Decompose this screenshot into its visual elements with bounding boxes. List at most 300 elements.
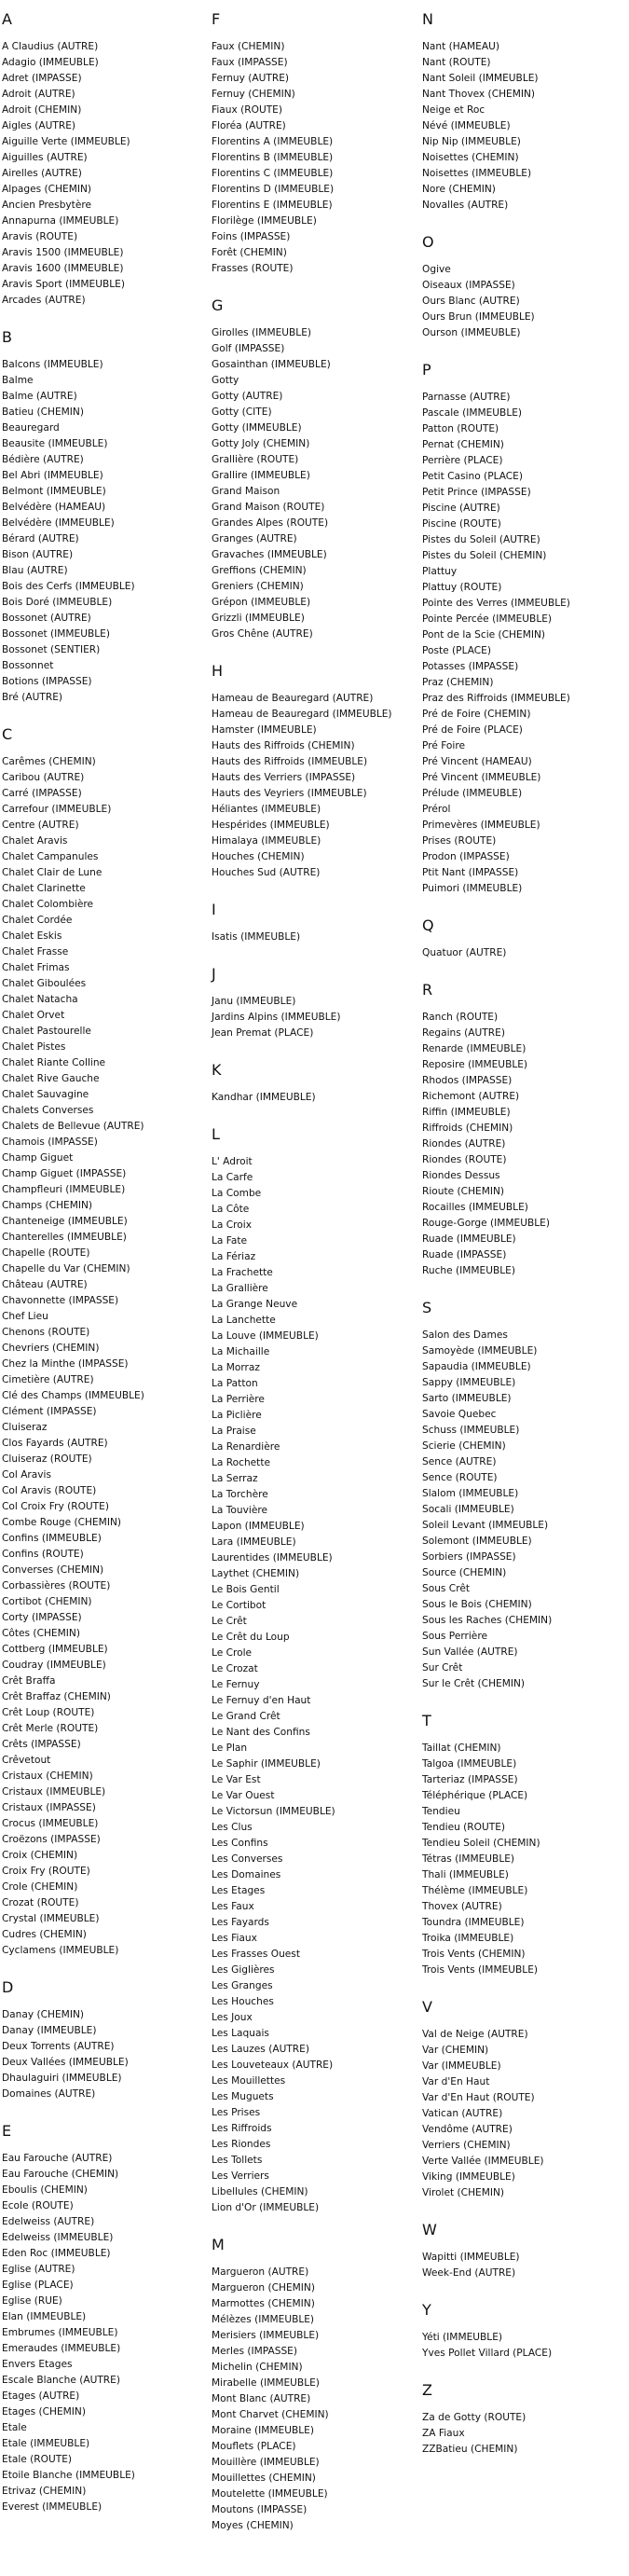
list-item: Alpages (CHEMIN) bbox=[2, 184, 92, 195]
list-item: Ruade (IMMEUBLE) bbox=[422, 1233, 516, 1245]
list-item: Gotty bbox=[212, 375, 239, 386]
list-item: Week-End (AUTRE) bbox=[422, 2267, 516, 2279]
list-item: Moutons (IMPASSE) bbox=[212, 2504, 308, 2515]
list-item: Confins (IMMEUBLE) bbox=[2, 1533, 102, 1544]
list-item: Croix Fry (ROUTE) bbox=[2, 1866, 90, 1877]
section-letter-heading: J bbox=[212, 965, 216, 983]
list-item: Pointe des Verres (IMMEUBLE) bbox=[422, 598, 570, 609]
list-item: Renarde (IMMEUBLE) bbox=[422, 1043, 526, 1054]
list-item: Yves Pollet Villard (PLACE) bbox=[422, 2348, 553, 2359]
list-item: Pointe Percée (IMMEUBLE) bbox=[422, 613, 553, 625]
list-item: Carrefour (IMMEUBLE) bbox=[2, 804, 112, 815]
list-item: Florentins A (IMMEUBLE) bbox=[212, 136, 334, 147]
list-item: Riffin (IMMEUBLE) bbox=[422, 1107, 511, 1118]
list-item: Corty (IMPASSE) bbox=[2, 1612, 82, 1623]
list-item: Les Muguets bbox=[212, 2091, 274, 2102]
list-item: Yéti (IMMEUBLE) bbox=[422, 2332, 503, 2343]
section-letter-heading: M bbox=[212, 2236, 225, 2253]
list-item: Crêt Braffa bbox=[2, 1675, 56, 1687]
list-item: Grand Maison bbox=[212, 486, 280, 497]
list-item: Nant (ROUTE) bbox=[422, 57, 491, 68]
list-item: Champ Giguet bbox=[2, 1152, 74, 1164]
section-letter-heading: K bbox=[212, 1061, 222, 1079]
entry-list bbox=[212, 994, 421, 1041]
entry-list bbox=[212, 1090, 421, 1106]
index-column-2 bbox=[212, 9, 421, 2534]
list-item: Bossonnet bbox=[2, 660, 54, 671]
list-item: L' Adroit bbox=[212, 1156, 253, 1167]
list-item: Le Fernuy d'en Haut bbox=[212, 1695, 311, 1706]
list-item: Bel Abri (IMMEUBLE) bbox=[2, 470, 103, 481]
list-item: Fiaux (ROUTE) bbox=[212, 104, 282, 116]
entry-list bbox=[212, 39, 421, 277]
section-f bbox=[212, 9, 421, 296]
list-item: Sur le Crêt (CHEMIN) bbox=[422, 1678, 526, 1689]
list-item: Crozat (ROUTE) bbox=[2, 1897, 79, 1908]
list-item: Les Frasses Ouest bbox=[212, 1949, 300, 1960]
list-item: Perrière (PLACE) bbox=[422, 455, 503, 466]
list-item: Crystal (IMMEUBLE) bbox=[2, 1913, 100, 1924]
list-item: Val de Neige (AUTRE) bbox=[422, 2029, 528, 2040]
list-item: Plattuy (ROUTE) bbox=[422, 582, 502, 593]
list-item: Danay (CHEMIN) bbox=[2, 2009, 85, 2020]
list-item: Arcades (AUTRE) bbox=[2, 295, 86, 306]
list-item: Lapon (IMMEUBLE) bbox=[212, 1521, 305, 1532]
list-item: Chanteneige (IMMEUBLE) bbox=[2, 1216, 128, 1227]
list-item: Etoile Blanche (IMMEUBLE) bbox=[2, 2470, 135, 2481]
list-item: Chalet Frasse bbox=[2, 946, 69, 957]
list-item: Rouge-Gorge (IMMEUBLE) bbox=[422, 1218, 550, 1229]
list-item: La Fate bbox=[212, 1235, 248, 1247]
section-letter-heading: P bbox=[422, 361, 431, 379]
list-item: Houches Sud (AUTRE) bbox=[212, 867, 321, 878]
section-letter-heading: Z bbox=[422, 2381, 432, 2399]
entry-list bbox=[2, 357, 205, 706]
list-item: Piscine (ROUTE) bbox=[422, 518, 501, 530]
list-item: Sous Perrière bbox=[422, 1631, 487, 1642]
list-item: Tendieu (ROUTE) bbox=[422, 1822, 506, 1833]
index-column-3 bbox=[422, 9, 627, 2458]
section-letter-heading: O bbox=[422, 233, 434, 251]
section-v bbox=[422, 1997, 627, 2220]
list-item: Aravis (ROUTE) bbox=[2, 231, 78, 242]
list-item: Chalet Riante Colline bbox=[2, 1057, 106, 1068]
list-item: Les Louveteaux (AUTRE) bbox=[212, 2059, 334, 2071]
section-g bbox=[212, 296, 421, 661]
list-item: Converses (CHEMIN) bbox=[2, 1564, 104, 1576]
list-item: Pascale (IMMEUBLE) bbox=[422, 407, 523, 419]
list-item: Le Victorsun (IMMEUBLE) bbox=[212, 1806, 335, 1817]
list-item: Hamster (IMMEUBLE) bbox=[212, 724, 317, 736]
list-item: Taillat (CHEMIN) bbox=[422, 1743, 501, 1754]
list-item: Crêt Merle (ROUTE) bbox=[2, 1723, 99, 1734]
list-item: Cimetière (AUTRE) bbox=[2, 1374, 94, 1385]
section-letter-heading: Y bbox=[422, 2301, 431, 2319]
list-item: Lion d'Or (IMMEUBLE) bbox=[212, 2202, 320, 2213]
list-item: Var d'En Haut (ROUTE) bbox=[422, 2092, 535, 2103]
list-item: Les Mouillettes bbox=[212, 2075, 286, 2087]
list-item: Prélude (IMMEUBLE) bbox=[422, 788, 523, 799]
section-a bbox=[2, 9, 205, 327]
section-m bbox=[212, 2235, 421, 2534]
list-item: Ruade (IMPASSE) bbox=[422, 1249, 507, 1260]
list-item: Les Verriers bbox=[212, 2170, 269, 2182]
list-item: Schuss (IMMEUBLE) bbox=[422, 1425, 520, 1436]
list-item: Chalet Clarinette bbox=[2, 883, 86, 894]
list-item: Le Cortibot bbox=[212, 1600, 267, 1611]
list-item: Sarto (IMMEUBLE) bbox=[422, 1393, 512, 1404]
list-item: Eau Farouche (CHEMIN) bbox=[2, 2169, 119, 2180]
list-item: Parnasse (AUTRE) bbox=[422, 392, 511, 403]
list-item: Troika (IMMEUBLE) bbox=[422, 1933, 514, 1944]
list-item: Scierie (CHEMIN) bbox=[422, 1440, 506, 1452]
list-item: Pré Vincent (IMMEUBLE) bbox=[422, 772, 541, 783]
list-item: Beausite (IMMEUBLE) bbox=[2, 438, 108, 449]
list-item: Belvédère (HAMEAU) bbox=[2, 502, 106, 513]
entry-list bbox=[422, 2027, 627, 2201]
list-item: Pont de la Scie (CHEMIN) bbox=[422, 629, 546, 641]
section-t bbox=[422, 1711, 627, 1997]
list-item: Etale (IMMEUBLE) bbox=[2, 2438, 90, 2449]
list-item: Marmottes (CHEMIN) bbox=[212, 2298, 315, 2309]
list-item: Quatuor (AUTRE) bbox=[422, 947, 507, 958]
section-letter-heading: D bbox=[2, 1978, 14, 1996]
list-item: Coudray (IMMEUBLE) bbox=[2, 1660, 106, 1671]
section-letter-heading: B bbox=[2, 328, 12, 346]
list-item: Hauts des Verriers (IMPASSE) bbox=[212, 772, 356, 783]
list-item: Houches (CHEMIN) bbox=[212, 851, 305, 862]
section-letter-heading: F bbox=[212, 10, 221, 28]
list-item: Hauts des Riffroids (CHEMIN) bbox=[212, 740, 355, 751]
list-item: Eglise (AUTRE) bbox=[2, 2264, 75, 2275]
list-item: Etages (AUTRE) bbox=[2, 2390, 80, 2402]
list-item: Bison (AUTRE) bbox=[2, 549, 74, 560]
list-item: Pré Vincent (HAMEAU) bbox=[422, 756, 532, 767]
list-item: Nant Soleil (IMMEUBLE) bbox=[422, 73, 539, 84]
list-item: Les Clus bbox=[212, 1822, 253, 1833]
section-n bbox=[422, 9, 627, 232]
section-letter-heading: N bbox=[422, 10, 433, 28]
list-item: Les Confins bbox=[212, 1838, 268, 1849]
list-item: Sur Crêt bbox=[422, 1662, 463, 1674]
list-item: Gravaches (IMMEUBLE) bbox=[212, 549, 327, 560]
list-item: La Renardière bbox=[212, 1441, 280, 1453]
list-item: Centre (AUTRE) bbox=[2, 820, 79, 831]
list-item: Ruche (IMMEUBLE) bbox=[422, 1265, 516, 1276]
list-item: Cluiseraz bbox=[2, 1422, 48, 1433]
list-item: Blau (AUTRE) bbox=[2, 565, 68, 576]
list-item: Le Saphir (IMMEUBLE) bbox=[212, 1758, 321, 1770]
list-item: Les Etages bbox=[212, 1885, 266, 1896]
list-item: La Croix bbox=[212, 1219, 252, 1231]
section-letter-heading: G bbox=[212, 296, 224, 314]
list-item: Chalet Clair de Lune bbox=[2, 867, 103, 878]
list-item: Petit Casino (PLACE) bbox=[422, 471, 524, 482]
list-item: Gotty (AUTRE) bbox=[212, 391, 283, 402]
list-item: Clé des Champs (IMMEUBLE) bbox=[2, 1390, 144, 1401]
list-item: Florilège (IMMEUBLE) bbox=[212, 215, 317, 227]
list-item: Cristaux (CHEMIN) bbox=[2, 1770, 93, 1782]
list-item: Vendôme (AUTRE) bbox=[422, 2124, 513, 2135]
list-item: Sappy (IMMEUBLE) bbox=[422, 1377, 516, 1388]
list-item: La Serraz bbox=[212, 1473, 258, 1484]
list-item: Ancien Presbytère bbox=[2, 200, 91, 211]
list-item: Ptit Nant (IMPASSE) bbox=[422, 867, 519, 878]
list-item: Sence (AUTRE) bbox=[422, 1456, 497, 1467]
list-item: Pré de Foire (CHEMIN) bbox=[422, 709, 531, 720]
list-item: Poste (PLACE) bbox=[422, 645, 492, 656]
list-item: Col Aravis (ROUTE) bbox=[2, 1485, 97, 1496]
entry-list bbox=[422, 1328, 627, 1692]
list-item: Var d'En Haut bbox=[422, 2076, 490, 2087]
list-item: Champ Giguet (IMPASSE) bbox=[2, 1168, 127, 1179]
list-item: Adroit (CHEMIN) bbox=[2, 104, 82, 116]
list-item: A Claudius (AUTRE) bbox=[2, 41, 99, 52]
list-item: Chalet Sauvagine bbox=[2, 1089, 89, 1100]
list-item: Les Joux bbox=[212, 2012, 253, 2023]
list-item: Embrumes (IMMEUBLE) bbox=[2, 2327, 118, 2338]
list-item: Champfleuri (IMMEUBLE) bbox=[2, 1184, 126, 1195]
list-item: Chalet Pastourelle bbox=[2, 1026, 91, 1037]
list-item: La Perrière bbox=[212, 1394, 265, 1405]
list-item: Le Grand Crêt bbox=[212, 1711, 280, 1722]
list-item: Clos Fayards (AUTRE) bbox=[2, 1438, 108, 1449]
list-item: Cottberg (IMMEUBLE) bbox=[2, 1644, 108, 1655]
list-item: Col Croix Fry (ROUTE) bbox=[2, 1501, 109, 1512]
list-item: Les Fayards bbox=[212, 1917, 269, 1928]
list-item: Sous le Bois (CHEMIN) bbox=[422, 1599, 532, 1610]
list-item: Wapitti (IMMEUBLE) bbox=[422, 2252, 520, 2263]
list-item: Mont Blanc (AUTRE) bbox=[212, 2393, 311, 2404]
section-e bbox=[2, 2121, 205, 2515]
list-item: Savoie Quebec bbox=[422, 1409, 497, 1420]
list-item: Mélèzes (IMMEUBLE) bbox=[212, 2314, 315, 2325]
list-item: Jean Premat (PLACE) bbox=[212, 1027, 314, 1039]
list-item: Riondes (ROUTE) bbox=[422, 1154, 507, 1165]
section-letter-heading: T bbox=[422, 1712, 431, 1729]
list-item: Faux (IMPASSE) bbox=[212, 57, 288, 68]
list-item: Chef Lieu bbox=[2, 1311, 48, 1322]
list-item: Escale Blanche (AUTRE) bbox=[2, 2375, 120, 2386]
list-item: Edelweiss (AUTRE) bbox=[2, 2216, 95, 2227]
section-q bbox=[422, 916, 627, 980]
section-letter-heading: A bbox=[2, 10, 12, 28]
list-item: Solemont (IMMEUBLE) bbox=[422, 1536, 532, 1547]
list-item: Téléphérique (PLACE) bbox=[422, 1790, 528, 1801]
list-item: Puimori (IMMEUBLE) bbox=[422, 883, 523, 894]
list-item: La Rochette bbox=[212, 1457, 271, 1468]
list-item: Chapelle du Var (CHEMIN) bbox=[2, 1263, 130, 1274]
list-item: Isatis (IMMEUBLE) bbox=[212, 931, 301, 943]
list-item: ZZBatieu (CHEMIN) bbox=[422, 2444, 518, 2455]
list-item: Moraine (IMMEUBLE) bbox=[212, 2425, 314, 2436]
list-item: Danay (IMMEUBLE) bbox=[2, 2025, 97, 2036]
list-item: Chalet Giboulées bbox=[2, 978, 87, 989]
list-item: Les Granges bbox=[212, 1980, 273, 1991]
list-item: Nore (CHEMIN) bbox=[422, 184, 496, 195]
entry-list bbox=[422, 1010, 627, 1279]
list-item: Chalet Orvet bbox=[2, 1010, 65, 1021]
list-item: Bré (AUTRE) bbox=[2, 692, 63, 703]
list-item: Ours Brun (IMMEUBLE) bbox=[422, 311, 535, 323]
list-item: Verriers (CHEMIN) bbox=[422, 2140, 511, 2151]
list-item: Bossonet (AUTRE) bbox=[2, 613, 91, 624]
list-item: La Lanchette bbox=[212, 1315, 276, 1326]
list-item: Dhaulaguiri (IMMEUBLE) bbox=[2, 2073, 122, 2084]
list-item: Etale (ROUTE) bbox=[2, 2454, 73, 2465]
section-r bbox=[422, 980, 627, 1298]
list-item: Ours Blanc (AUTRE) bbox=[422, 296, 520, 307]
list-item: Sence (ROUTE) bbox=[422, 1472, 498, 1483]
list-item: Eglise (PLACE) bbox=[2, 2280, 74, 2291]
list-item: Fernuy (AUTRE) bbox=[212, 73, 290, 84]
list-item: La Michaille bbox=[212, 1346, 270, 1357]
list-item: Merisiers (IMMEUBLE) bbox=[212, 2330, 320, 2341]
list-item: Hameau de Beauregard (IMMEUBLE) bbox=[212, 709, 392, 720]
list-item: Adagio (IMMEUBLE) bbox=[2, 57, 99, 68]
list-item: Moutelette (IMMEUBLE) bbox=[212, 2488, 328, 2500]
list-item: Eau Farouche (AUTRE) bbox=[2, 2153, 113, 2164]
list-item: Chalet Natacha bbox=[2, 994, 78, 1005]
list-item: Les Houches bbox=[212, 1996, 274, 2007]
list-item: Belvédère (IMMEUBLE) bbox=[2, 517, 115, 529]
list-item: Source (CHEMIN) bbox=[422, 1567, 507, 1578]
list-item: Annapurna (IMMEUBLE) bbox=[2, 215, 119, 227]
list-item: Mouillettes (CHEMIN) bbox=[212, 2473, 316, 2484]
list-item: Prodon (IMPASSE) bbox=[422, 851, 510, 862]
list-item: Gros Chêne (AUTRE) bbox=[212, 628, 313, 640]
list-item: Tarteriaz (IMPASSE) bbox=[422, 1774, 518, 1785]
list-item: Merles (IMPASSE) bbox=[212, 2346, 297, 2357]
list-item: Le Fernuy bbox=[212, 1679, 260, 1690]
list-item: Grandes Alpes (ROUTE) bbox=[212, 517, 329, 529]
section-l bbox=[212, 1124, 421, 2235]
list-item: Edelweiss (IMMEUBLE) bbox=[2, 2232, 114, 2243]
list-item: Neige et Roc bbox=[422, 104, 485, 116]
list-item: Les Faux bbox=[212, 1901, 254, 1912]
list-item: Sous Crêt bbox=[422, 1583, 470, 1594]
list-item: Chalets de Bellevue (AUTRE) bbox=[2, 1121, 144, 1132]
list-item: Noisettes (IMMEUBLE) bbox=[422, 168, 532, 179]
list-item: Florentins B (IMMEUBLE) bbox=[212, 152, 334, 163]
list-item: Nip Nip (IMMEUBLE) bbox=[422, 136, 521, 147]
list-item: Chalet Aravis bbox=[2, 835, 68, 847]
list-item: Hespérides (IMMEUBLE) bbox=[212, 820, 330, 831]
list-item: Chalet Rive Gauche bbox=[2, 1073, 100, 1084]
list-item: Les Fiaux bbox=[212, 1933, 257, 1944]
list-item: Potasses (IMPASSE) bbox=[422, 661, 519, 672]
list-item: Chalet Colombière bbox=[2, 899, 94, 910]
list-item: Gosainthan (IMMEUBLE) bbox=[212, 359, 331, 370]
list-item: Batieu (CHEMIN) bbox=[2, 406, 84, 418]
list-item: Kandhar (IMMEUBLE) bbox=[212, 1092, 316, 1103]
list-item: Chanterelles (IMMEUBLE) bbox=[2, 1232, 127, 1243]
list-item: Pistes du Soleil (CHEMIN) bbox=[422, 550, 547, 561]
list-item: Florentins E (IMMEUBLE) bbox=[212, 200, 333, 211]
list-item: Sun Vallée (AUTRE) bbox=[422, 1646, 518, 1658]
list-item: Tétras (IMMEUBLE) bbox=[422, 1853, 515, 1865]
list-item: Praz (CHEMIN) bbox=[422, 677, 494, 688]
entry-list bbox=[422, 2330, 627, 2362]
list-item: Laurentides (IMMEUBLE) bbox=[212, 1552, 333, 1564]
list-item: Samoyède (IMMEUBLE) bbox=[422, 1345, 538, 1357]
section-h bbox=[212, 661, 421, 900]
list-item: Pernat (CHEMIN) bbox=[422, 439, 504, 450]
entry-list bbox=[212, 930, 421, 945]
list-item: Ecole (ROUTE) bbox=[2, 2200, 74, 2211]
list-item: Crêt Loup (ROUTE) bbox=[2, 1707, 95, 1718]
list-item: Chevriers (CHEMIN) bbox=[2, 1343, 100, 1354]
list-item: Les Lauzes (AUTRE) bbox=[212, 2044, 309, 2055]
entry-list bbox=[212, 325, 421, 642]
list-item: Gotty (CITE) bbox=[212, 406, 272, 418]
list-item: Le Var Est bbox=[212, 1774, 261, 1785]
list-item: Chalet Campanules bbox=[2, 851, 99, 862]
list-item: Les Riffroids bbox=[212, 2123, 272, 2134]
list-item: La Combe bbox=[212, 1188, 262, 1199]
list-item: Pré de Foire (PLACE) bbox=[422, 724, 523, 736]
list-item: Emeraudes (IMMEUBLE) bbox=[2, 2343, 121, 2354]
list-item: Les Riondes bbox=[212, 2139, 271, 2150]
list-item: Floréa (AUTRE) bbox=[212, 120, 286, 131]
list-item: Le Var Ouest bbox=[212, 1790, 275, 1801]
list-item: Reposire (IMMEUBLE) bbox=[422, 1059, 528, 1070]
list-item: Mont Charvet (CHEMIN) bbox=[212, 2409, 329, 2420]
section-i bbox=[212, 900, 421, 964]
list-item: Chalets Converses bbox=[2, 1105, 94, 1116]
list-item: Bois Doré (IMMEUBLE) bbox=[2, 597, 113, 608]
section-s bbox=[422, 1298, 627, 1711]
list-item: Everest (IMMEUBLE) bbox=[2, 2501, 103, 2513]
list-item: Riondes (AUTRE) bbox=[422, 1138, 506, 1150]
entry-list bbox=[2, 2007, 205, 2102]
section-o bbox=[422, 232, 627, 360]
list-item: Carré (IMPASSE) bbox=[2, 788, 82, 799]
section-j bbox=[212, 964, 421, 1060]
list-item: Socali (IMMEUBLE) bbox=[422, 1504, 514, 1515]
list-item: Chalet Pistes bbox=[2, 1041, 66, 1053]
list-item: Névé (IMMEUBLE) bbox=[422, 120, 511, 131]
list-item: Grépon (IMMEUBLE) bbox=[212, 597, 311, 608]
list-item: Adroit (AUTRE) bbox=[2, 89, 75, 100]
list-item: Thélème (IMMEUBLE) bbox=[422, 1885, 528, 1896]
list-item: Regains (AUTRE) bbox=[422, 1027, 505, 1039]
list-item: Chalet Cordée bbox=[2, 915, 73, 926]
list-item: Chapelle (ROUTE) bbox=[2, 1247, 90, 1259]
entry-list bbox=[212, 2265, 421, 2534]
list-item: Cyclamens (IMMEUBLE) bbox=[2, 1945, 119, 1956]
list-item: Hameau de Beauregard (AUTRE) bbox=[212, 693, 374, 704]
list-item: Rhodos (IMPASSE) bbox=[422, 1075, 513, 1086]
list-item: Plattuy bbox=[422, 566, 458, 577]
list-item: Les Giglières bbox=[212, 1964, 275, 1976]
list-item: Prises (ROUTE) bbox=[422, 835, 497, 847]
list-item: Toundra (IMMEUBLE) bbox=[422, 1917, 525, 1928]
list-item: Thali (IMMEUBLE) bbox=[422, 1869, 509, 1880]
list-item: Greniers (CHEMIN) bbox=[212, 581, 304, 592]
list-item: Petit Prince (IMPASSE) bbox=[422, 487, 531, 498]
list-item: Janu (IMMEUBLE) bbox=[212, 996, 296, 1007]
list-item: Hauts des Riffroids (IMMEUBLE) bbox=[212, 756, 368, 767]
list-item: Chalet Frimas bbox=[2, 962, 70, 973]
list-item: La Morraz bbox=[212, 1362, 260, 1373]
list-item: La Frachette bbox=[212, 1267, 273, 1278]
list-item: Croix (CHEMIN) bbox=[2, 1850, 78, 1861]
list-item: Balcons (IMMEUBLE) bbox=[2, 359, 103, 370]
list-item: Thovex (AUTRE) bbox=[422, 1901, 502, 1912]
list-item: Slalom (IMMEUBLE) bbox=[422, 1488, 519, 1499]
list-item: Tendieu bbox=[422, 1806, 460, 1817]
